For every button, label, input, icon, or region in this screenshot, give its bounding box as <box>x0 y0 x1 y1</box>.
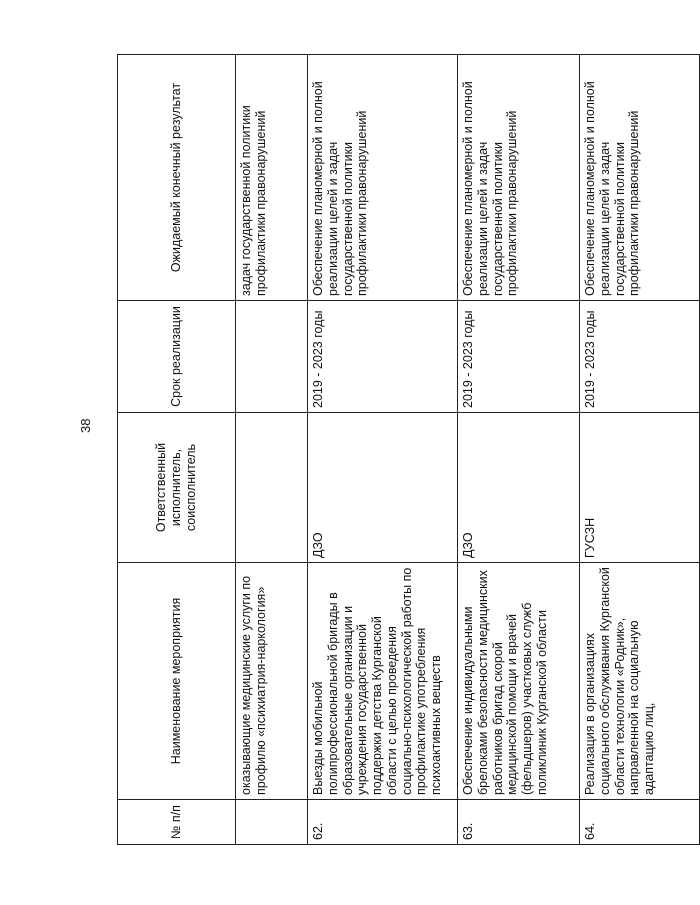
cell-responsible: ГУСЗН <box>580 413 700 563</box>
table-row <box>308 55 458 845</box>
header-responsible: Ответственный исполнитель, соисполнитель <box>118 413 236 563</box>
header-name: Наименование мероприятия <box>118 563 236 800</box>
header-num: № п/п <box>118 800 236 845</box>
table-row <box>236 55 308 845</box>
cell-num <box>236 800 308 845</box>
cell-responsible <box>236 413 308 563</box>
table-header-row <box>118 55 236 845</box>
measures-table <box>117 54 700 845</box>
cell-term <box>236 301 308 413</box>
cell-num: 64. <box>580 800 700 845</box>
rotated-page-content <box>117 55 656 845</box>
cell-result: Обеспечение планомерной и полной реализации целей и задач государственной политики профилактики правонарушений <box>308 55 458 301</box>
cell-name: Обеспечение индивидуальными брелоками безопасности медицинских работников бригад скорой медицинской помощи и врачей (фельдшеров) участковых служб поликлиник Курганской области <box>458 563 580 800</box>
header-result: Ожидаемый конечный результат <box>118 55 236 301</box>
cell-result: Обеспечение планомерной и полной реализации целей и задач государственной политики профилактики правонарушений <box>458 55 580 301</box>
cell-num: 62. <box>308 800 458 845</box>
cell-term: 2019 - 2023 годы <box>308 301 458 413</box>
header-term: Срок реализации <box>118 301 236 413</box>
cell-name: оказывающие медицинские услуги по профилю «психиатрия-наркология» <box>236 563 308 800</box>
cell-term: 2019 - 2023 годы <box>580 301 700 413</box>
cell-term: 2019 - 2023 годы <box>458 301 580 413</box>
cell-name: Выезды мобильной полипрофессиональной бригады в образовательные организации и учреждения государственной поддержки детства Курганской области с целью проведения социально-психологической работы по профилактике употребления психоактивных веществ <box>308 563 458 800</box>
cell-result: Обеспечение планомерной и полной реализации целей и задач государственной политики профилактики правонарушений <box>580 55 700 301</box>
cell-result: задач государственной политики профилактики правонарушений <box>236 55 308 301</box>
cell-responsible: ДЗО <box>308 413 458 563</box>
cell-num: 63. <box>458 800 580 845</box>
table-row <box>458 55 580 845</box>
cell-responsible: ДЗО <box>458 413 580 563</box>
page-number: 38 <box>78 418 93 433</box>
table-row <box>580 55 700 845</box>
cell-name: Реализация в организациях социального обслуживания Курганской области технологии «Родник», направленной на социальную адаптацию лиц, <box>580 563 700 800</box>
